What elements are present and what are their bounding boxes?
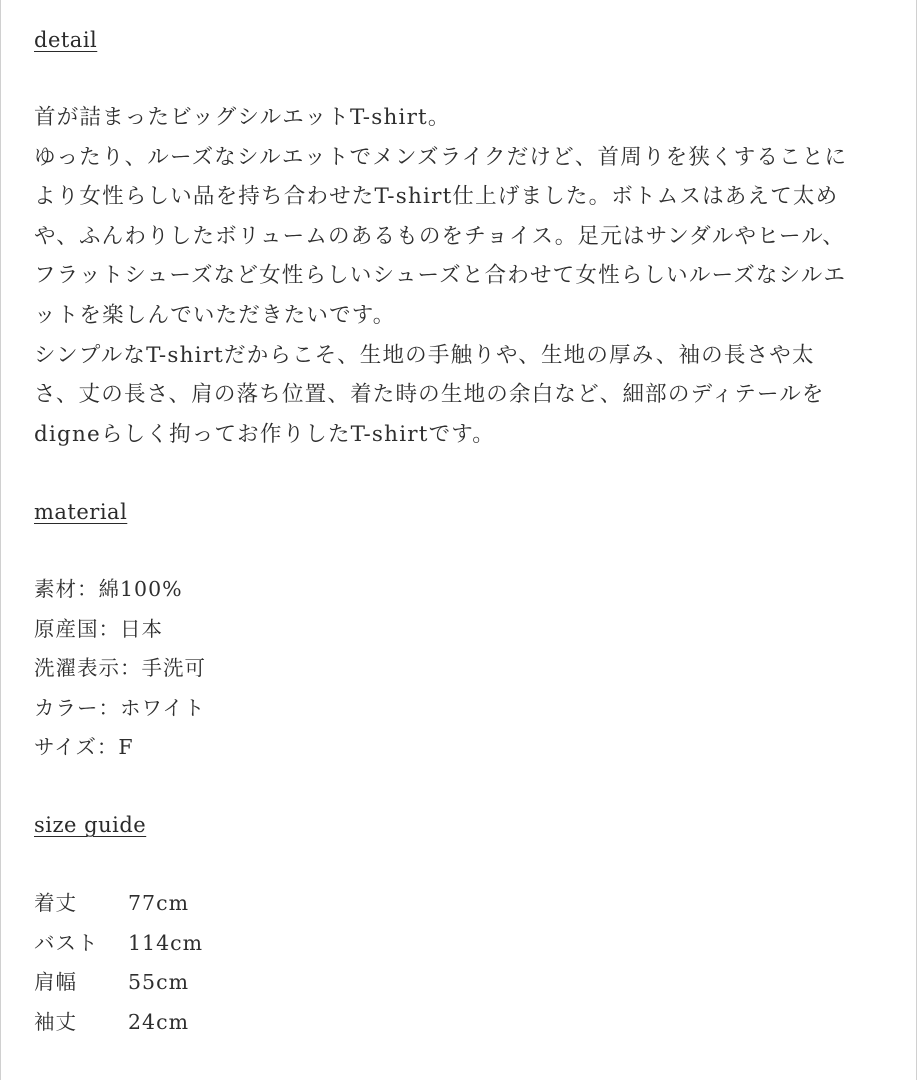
size-label: 袖丈 [34,1009,77,1034]
size-row [34,884,203,924]
detail-line: さ、丈の長さ、肩の落ち位置、着た時の生地の余白など、細部のディテールを [34,382,825,408]
detail-line: ゆったり、ルーズなシルエットでメンズライクだけど、首周りを狭くすることに [34,144,848,170]
size-label: 肩幅 [34,970,77,995]
size-value: 114cm [128,930,204,955]
detail-line: より女性らしい品を持ち合わせたT-shirt仕上げました。ボトムスはあえて太め [34,184,839,210]
detail-line: 首が詰まったビッグシルエットT-shirt。 [34,105,451,130]
material-line-fabric: 素材：綿100% [34,577,183,601]
material-line-origin: 原産国：日本 [34,616,163,641]
size-guide-heading: size guide [34,813,147,837]
detail-line: digneらしく拘ってお作りしたT-shirtです。 [34,421,495,447]
size-row [34,963,203,1003]
detail-line: ットを楽しんでいただきたいです。 [34,302,396,328]
size-row [34,924,203,964]
detail-paragraph [34,98,894,454]
size-row [34,1003,203,1043]
material-line-care: 洗濯表示：手洗可 [34,656,206,681]
size-value: 24cm [128,1009,190,1034]
material-heading: material [34,500,128,524]
size-guide-table [34,884,203,1042]
detail-line: や、ふんわりしたボリュームのあるものをチョイス。足元はサンダルやヒール、 [34,223,845,249]
size-value: 77cm [128,891,190,915]
size-label: 着丈 [34,891,77,915]
detail-line: フラットシューズなど女性らしいシューズと合わせて女性らしいルーズなシルエ [34,263,847,289]
material-line-size: サイズ：F [34,735,134,760]
material-list [34,570,206,768]
material-line-color: カラー：ホワイト [34,695,206,720]
size-value: 55cm [128,970,190,995]
detail-heading: detail [34,28,98,52]
detail-line: シンプルなT-shirtだからこそ、生地の手触りや、生地の厚み、袖の長さや太 [34,342,815,368]
size-label: バスト [34,930,99,955]
